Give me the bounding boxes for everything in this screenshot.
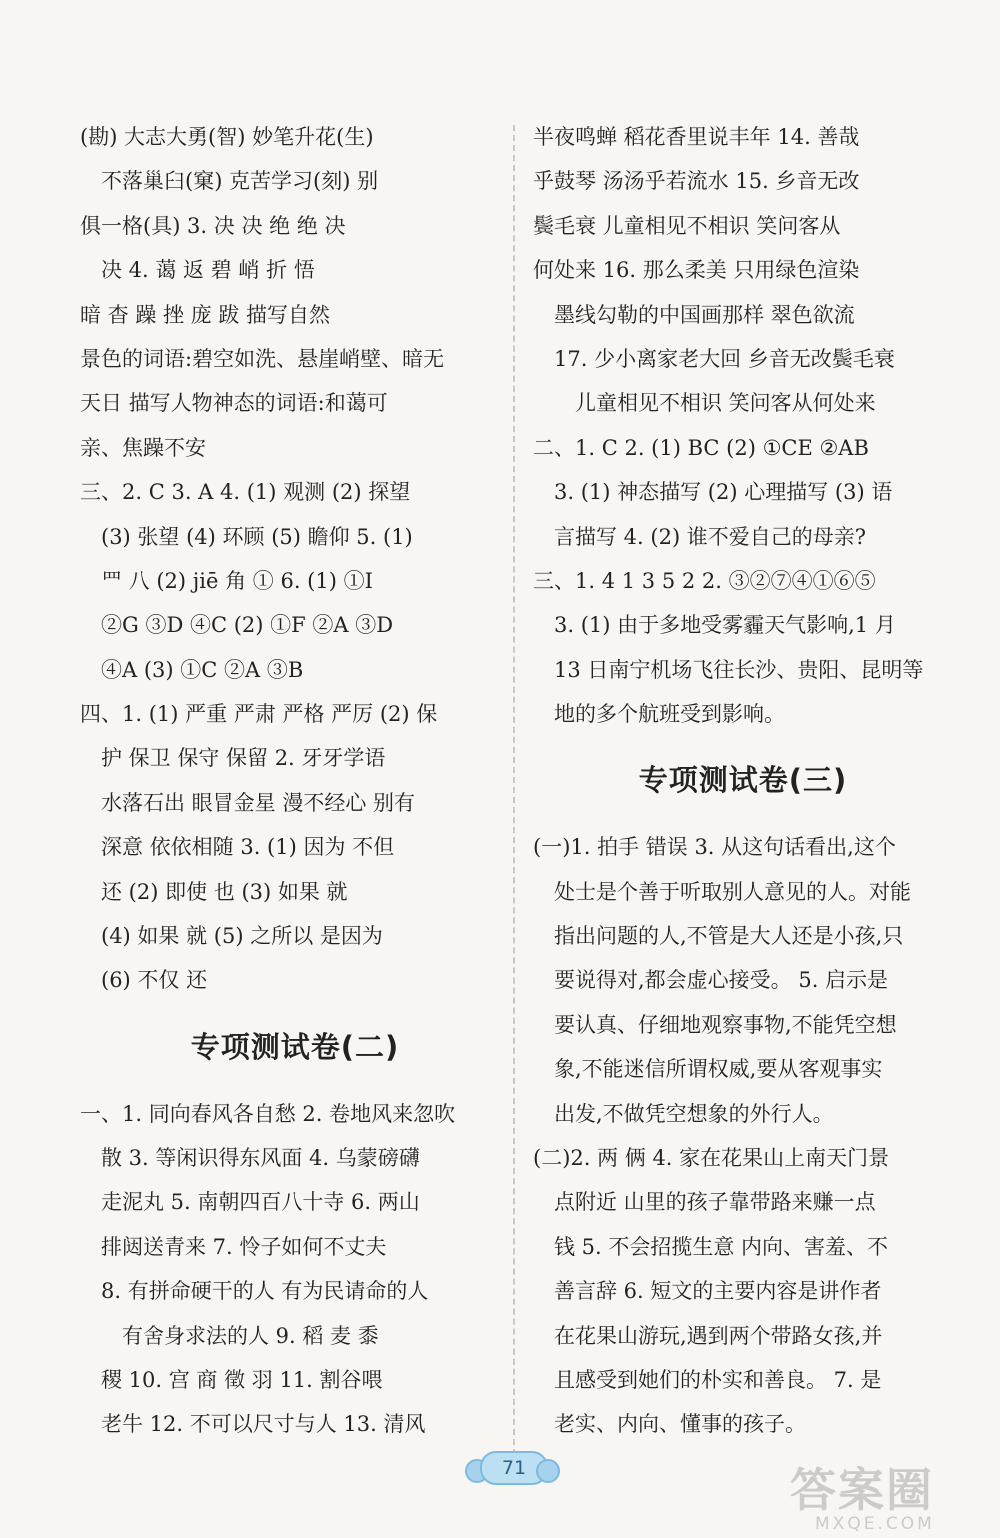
answer-line: 钱 5. 不会招揽生意 内向、害羞、不 [533,1234,889,1259]
answer-line: 地的多个航班受到影响。 [533,702,785,727]
watermark-logo [790,1465,990,1535]
answer-line: (6) 不仅 还 [80,968,208,993]
answer-line: 儿童相见不相识 笑问客从何处来 [533,391,876,416]
answer-line: (一)1. 拍手 错误 3. 从这句话看出,这个 [533,835,896,860]
answer-line: 俱一格(具) 3. 决 决 绝 绝 决 [80,213,346,238]
answer-line: 言描写 4. (2) 谁不爱自己的母亲? [533,524,867,549]
left-answers-part-1 [80,115,510,1003]
answer-line: ④A (3) ①C ②A ③B [80,657,304,682]
answer-line: 出发,不做凭空想象的外行人。 [533,1101,834,1126]
answer-line: 深意 依依相随 3. (1) 因为 不但 [80,835,395,860]
answer-line: (4) 如果 就 (5) 之所以 是因为 [80,924,383,949]
answer-line: 老实、内向、懂事的孩子。 [533,1412,806,1437]
answer-line: 排闼送青来 7. 怜子如何不丈夫 [80,1234,387,1259]
answer-line: 还 (2) 即使 也 (3) 如果 就 [80,879,348,904]
answer-line: 要说得对,都会虚心接受。 5. 启示是 [533,968,889,993]
section-heading-2: 专项测试卷(二) [190,1029,400,1064]
answer-line: 3. (1) 神态描写 (2) 心理描写 (3) 语 [533,480,893,505]
answer-line: 指出问题的人,不管是大人还是小孩,只 [533,924,904,949]
answer-line: 一、1. 同向春风各自愁 2. 卷地风来忽吹 [80,1101,456,1126]
answer-line: 三、2. C 3. A 4. (1) 观测 (2) 探望 [80,480,411,505]
answer-line: 墨线勾勒的中国画那样 翠色欲流 [533,302,855,327]
section-heading-3: 专项测试卷(三) [638,763,848,798]
answer-line: 不落巢臼(窠) 克苦学习(刻) 别 [80,169,379,194]
answer-line: 17. 少小离家老大回 乡音无改鬓毛衰 [533,346,895,371]
right-answers-part-2 [533,825,953,1446]
column-divider [513,125,515,1455]
right-column [533,115,953,1447]
answer-line: 散 3. 等闲识得东风面 4. 乌蒙磅礴 [80,1146,420,1170]
watermark-text: 答案圈 [790,1463,934,1517]
answer-line: 鬓毛衰 儿童相见不相识 笑问客从 [533,213,841,238]
page-number: 71 [480,1451,548,1485]
right-answers-part-1 [533,115,953,736]
answer-line: 要认真、仔细地观察事物,不能凭空想 [533,1012,897,1037]
answer-line: 善言辞 6. 短文的主要内容是讲作者 [533,1279,882,1304]
answer-line: 象,不能迷信所谓权威,要从客观事实 [533,1057,883,1082]
answer-line: 护 保卫 保守 保留 2. 牙牙学语 [80,746,386,771]
answer-line: 二、1. C 2. (1) BC (2) ①CE ②AB [533,435,869,460]
answer-line: 暗 杳 躁 挫 庞 跋 描写自然 [80,302,331,327]
badge-right-circle [536,1459,560,1483]
answer-line: 半夜鸣蝉 稻花香里说丰年 14. 善哉 [533,125,860,149]
answer-line: 有舍身求法的人 9. 稻 麦 黍 [80,1323,379,1348]
answer-line: 稷 10. 宫 商 徵 羽 11. 割谷喂 [80,1367,383,1392]
answer-line: 决 4. 蔼 返 碧 峭 折 悟 [80,258,315,283]
answer-line: (3) 张望 (4) 环顾 (5) 瞻仰 5. (1) [80,524,413,549]
answer-line: (勘) 大志大勇(智) 妙笔升花(生) [80,125,374,149]
answer-line: 处士是个善于听取别人意见的人。对能 [533,879,911,904]
answer-line: 三、1. 4 1 3 5 2 2. ③②⑦④①⑥⑤ [533,568,876,593]
answer-line: 水落石出 眼冒金星 漫不经心 别有 [80,790,416,815]
answer-line: 何处来 16. 那么柔美 只用绿色渲染 [533,258,860,283]
answer-line: 景色的词语:碧空如洗、悬崖峭壁、暗无 [80,346,445,371]
left-column [80,115,510,1447]
watermark-url: MXQE.COM [815,1514,935,1534]
answer-line: 3. (1) 由于多地受雾霾天气影响,1 月 [533,613,896,638]
answer-line: 且感受到她们的朴实和善良。 7. 是 [533,1367,882,1392]
answer-line: 亲、焦躁不安 [80,435,206,460]
answer-line: 罒 八 (2) jiē 角 ① 6. (1) ①I [80,568,373,593]
answer-line: 点附近 山里的孩子靠带路来赚一点 [533,1190,876,1215]
answer-line: 老牛 12. 不可以尺寸与人 13. 清风 [80,1412,426,1437]
answer-line: 走泥丸 5. 南朝四百八十寺 6. 两山 [80,1190,420,1215]
left-answers-part-2 [80,1092,510,1447]
page-number-badge [465,1443,560,1491]
answer-line: (二)2. 两 俩 4. 家在花果山上南天门景 [533,1146,890,1170]
answer-line: 乎鼓琴 汤汤乎若流水 15. 乡音无改 [533,169,860,194]
answer-line: 在花果山游玩,遇到两个带路女孩,并 [533,1323,883,1348]
answer-line: 8. 有拼命硬干的人 有为民请命的人 [80,1279,429,1304]
answer-line: 13 日南宁机场飞往长沙、贵阳、昆明等 [533,657,924,682]
answer-line: ②G ③D ④C (2) ①F ②A ③D [80,613,394,638]
answer-line: 四、1. (1) 严重 严肃 严格 严厉 (2) 保 [80,702,438,727]
answer-line: 天日 描写人物神态的词语:和蔼可 [80,391,388,416]
